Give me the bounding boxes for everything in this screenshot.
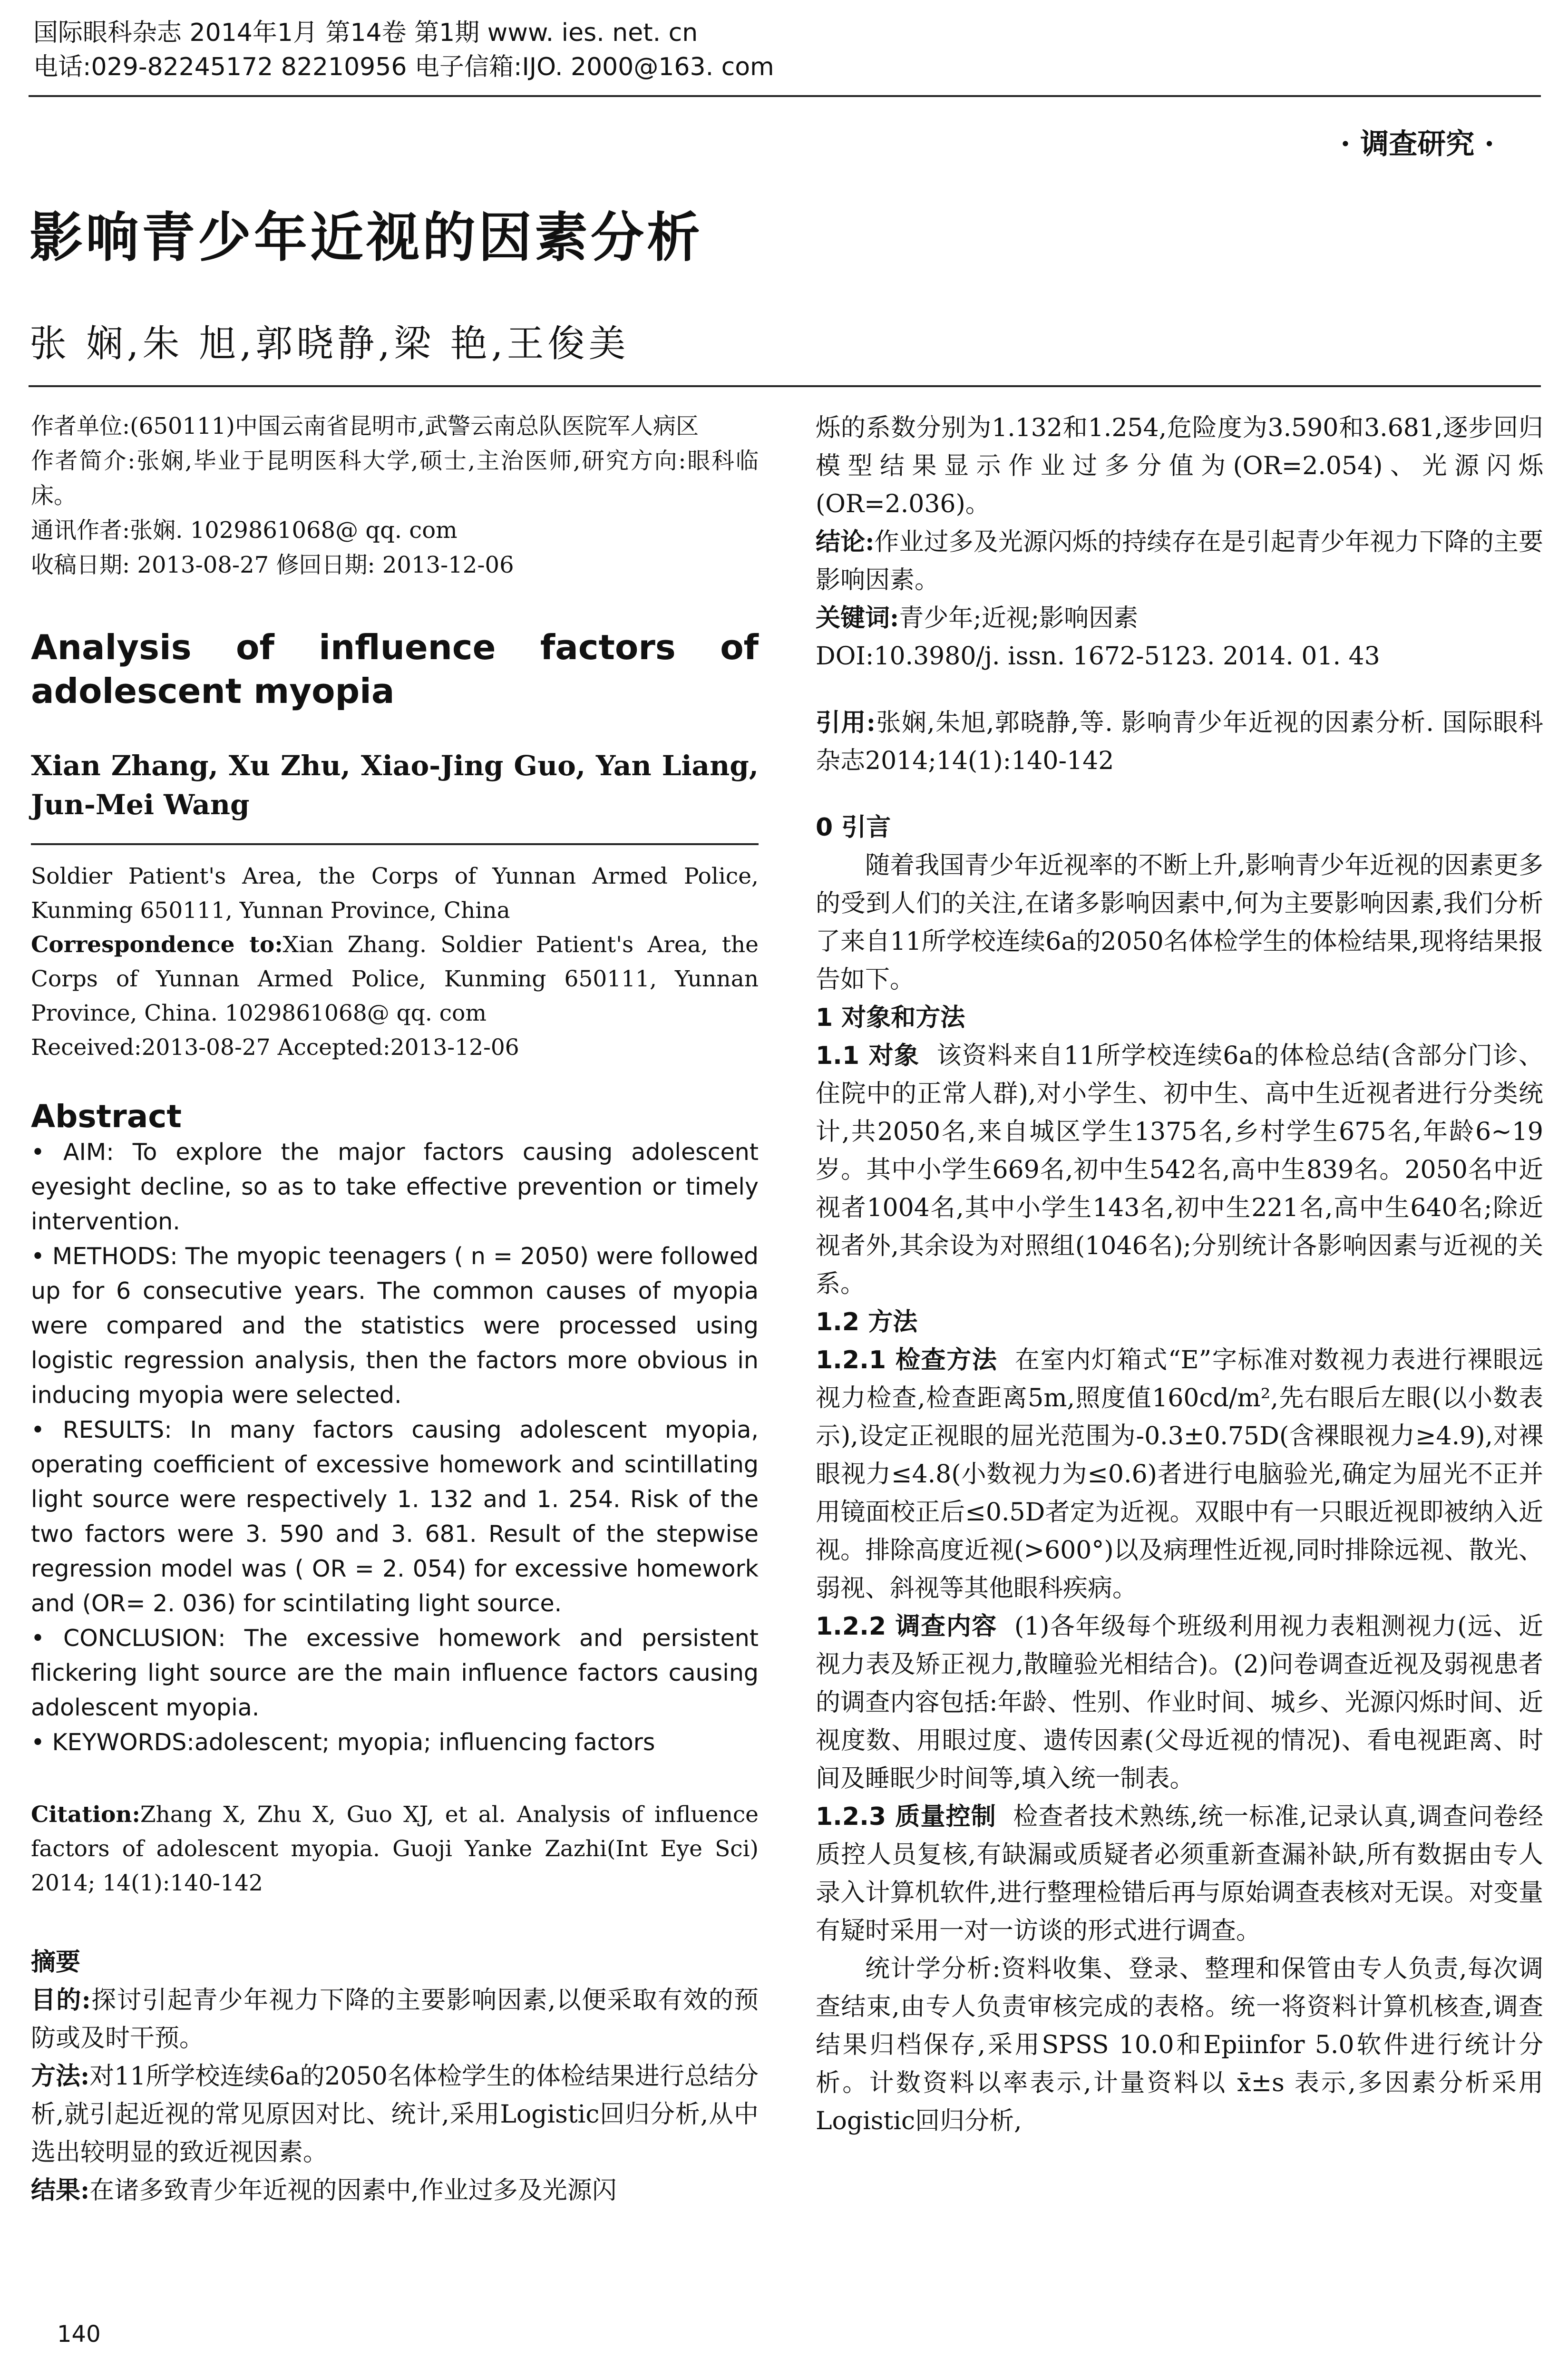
cn-methods-label: 方法: — [31, 2062, 90, 2091]
english-authors-rule — [31, 843, 759, 845]
chinese-abstract-heading: 摘要 — [31, 1948, 81, 1977]
abstract-heading: Abstract — [31, 1098, 182, 1135]
received-dates: 收稿日期: 2013-08-27 修回日期: 2013-12-06 — [31, 552, 514, 578]
article-authors: 张 娴,朱 旭,郭晓静,梁 艳,王俊美 — [29, 322, 630, 365]
abstract-results: • RESULTS: In many factors causing adolescent myopia, operating coefficient of excessive homework and scintillating light source were respectively 1. 132 and 1. 254. Risk of the two factors were 3. 590 and 3. 681. Result of the stepwise regression model was ( OR = 2. 054) for excessive homework and (OR= 2. 036) for scintilating light source. — [31, 1416, 759, 1617]
doi: DOI:10.3980/j. issn. 1672-5123. 2014. 01. 43 — [816, 642, 1380, 671]
journal-header-line2: 电话:029-82245172 82210956 电子信箱:IJO. 2000@163. com — [33, 53, 774, 81]
section-1-2-3-text: 检查者技术熟练,统一标准,记录认真,调查问卷经质控人员复核,有缺漏或质疑者必须重新查漏补缺,所有数据由专人录入计算机软件,进行整理检错后再与原始调查表核对无误。对变量有疑时采用一对一访谈的形式进行调查。 — [816, 1802, 1544, 1945]
section-tag: · 调查研究 · — [1340, 127, 1494, 161]
section-0-heading: 0 引言 — [816, 813, 891, 842]
title-rule — [29, 385, 1541, 387]
article-title: 影响青少年近视的因素分析 — [29, 206, 703, 269]
english-affiliation: Soldier Patient's Area, the Corps of Yunnan Armed Police, Kunming 650111, Yunnan Province, China — [31, 863, 759, 924]
english-title: Analysis of influence factors of adolescent myopia — [31, 627, 759, 711]
section-1-2-2-label: 1.2.2 调查内容 — [816, 1612, 997, 1641]
cn-citation — [816, 704, 1543, 780]
author-bio: 作者简介:张娴,毕业于昆明医科大学,硕士,主治医师,研究方向:眼科临床。 — [31, 448, 759, 509]
statistics-paragraph: 统计学分析:资料收集、登录、整理和保管由专人负责,每次调查结束,由专人负责审核完成的表格。统一将资料计算机核查,调查结果归档保存,采用SPSS 10.0和Epiinfor 5.0软件进行统计分析。计数资料以率表示,计量资料以 x̄±s 表示,多因素分析采用Logistic回归分析, — [816, 1955, 1543, 2135]
cn-conclusion-label: 结论: — [816, 527, 875, 556]
cn-aim-label: 目的: — [31, 1986, 91, 2015]
section-1-heading: 1 对象和方法 — [816, 1003, 965, 1032]
corresponding-author: 通讯作者:张娴. 1029861068@ qq. com — [31, 517, 458, 544]
section-1-2-1-text: 在室内灯箱式“E”字标准对数视力表进行裸眼远视力检查,检查距离5m,照度值160cd/m²,先右眼后左眼(以小数表示),设定正视眼的屈光范围为-0.3±0.75D(含裸眼视力≥4.9),对裸眼视力≤4.8(小数视力为≤0.6)者进行电脑验光,确定为屈光不正并用镜面校正后≤0.5D者定为近视。双眼中有一只眼近视即被纳入近视。排除高度近视(>600°)以及病理性近视,同时排除远视、散光、弱视、斜视等其他眼科疾病。 — [816, 1346, 1543, 1603]
correspondence-label: Correspondence to: — [31, 932, 283, 958]
cn-aim-text: 探讨引起青少年视力下降的主要影响因素,以便采取有效的预防或及时干预。 — [31, 1986, 759, 2053]
section-1-2-1-label: 1.2.1 检查方法 — [816, 1346, 998, 1374]
abstract-methods: • METHODS: The myopic teenagers ( n = 2050) were followed up for 6 consecutive years. The common causes of myopia were compared and the statistics were processed using logistic regression analysis, then the factors more obvious in inducing myopia were selected. — [31, 1243, 759, 1409]
citation — [31, 1798, 759, 1900]
section-1-1-text: 该资料来自11所学校连续6a的体检总结(含部分门诊、住院中的正常人群),对小学生、初中生、高中生近视者进行分类统计,共2050名,来自城区学生1375名,乡村学生675名,年龄6~19岁。其中小学生669名,初中生542名,高中生839名。2050名中近视者1004名,其中小学生143名,初中生221名,高中生640名;除近视者外,其余设为对照组(1046名);分别统计各影响因素与近视的关系。 — [816, 1042, 1543, 1298]
page-number: 140 — [57, 2321, 101, 2348]
cn-keywords-text: 青少年;近视;影响因素 — [899, 604, 1139, 633]
cn-abstract-results — [31, 2172, 759, 2210]
cn-citation-label: 引用: — [816, 708, 876, 737]
section-1-2-3 — [816, 1798, 1543, 1950]
cn-keywords — [816, 599, 1543, 637]
intro-paragraph: 随着我国青少年近视率的不断上升,影响青少年近视的因素更多的受到人们的关注,在诸多影响因素中,何为主要影响因素,我们分析了来自11所学校连续6a的2050名体检学生的体检结果,现将结果报告如下。 — [816, 851, 1543, 994]
english-correspondence — [31, 928, 759, 1031]
section-1-1-label: 1.1 对象 — [816, 1042, 920, 1070]
header-rule — [29, 95, 1541, 97]
cn-keywords-label: 关键词: — [816, 604, 899, 633]
section-1-2-2 — [816, 1607, 1543, 1798]
cn-methods-text: 对11所学校连续6a的2050名体检学生的体检结果进行总结分析,就引起近视的常见原因对比、统计,采用Logistic回归分析,从中选出较明显的致近视因素。 — [31, 2062, 759, 2167]
citation-label: Citation: — [31, 1802, 140, 1828]
author-affiliation: 作者单位:(650111)中国云南省昆明市,武警云南总队医院军人病区 — [31, 413, 699, 439]
cn-conclusion — [816, 523, 1543, 599]
english-dates: Received:2013-08-27 Accepted:2013-12-06 — [31, 1034, 519, 1061]
abstract-conclusion: • CONCLUSION: The excessive homework and persistent flickering light source are the main influence factors causing adolescent myopia. — [31, 1625, 759, 1721]
cn-citation-text: 张娴,朱旭,郭晓静,等. 影响青少年近视的因素分析. 国际眼科杂志2014;14(1):140-142 — [816, 709, 1543, 775]
right-column — [816, 409, 1543, 2140]
section-1-2-1 — [816, 1341, 1543, 1607]
cn-conclusion-text: 作业过多及光源闪烁的持续存在是引起青少年视力下降的主要影响因素。 — [816, 528, 1543, 594]
abstract-keywords: • KEYWORDS:adolescent; myopia; influencing factors — [31, 1729, 655, 1756]
cn-results-label: 结果: — [31, 2176, 90, 2205]
section-1-2-3-label: 1.2.3 质量控制 — [816, 1802, 996, 1831]
cn-results-continued: 烁的系数分别为1.132和1.254,危险度为3.590和3.681,逐步回归模型结果显示作业过多分值为(OR=2.054)、光源闪烁(OR=2.036)。 — [816, 414, 1543, 518]
journal-header-line1: 国际眼科杂志 2014年1月 第14卷 第1期 www. ies. net. cn — [33, 19, 698, 47]
cn-results-text: 在诸多致青少年近视的因素中,作业过多及光源闪 — [89, 2176, 617, 2205]
correspondence-text: Xian Zhang. Soldier Patient's Area, the Corps of Yunnan Armed Police, Kunming 650111, Yunnan Province, China. 1029861068@ qq. com — [31, 932, 759, 1026]
section-1-2-2-text: (1)各年级每个班级利用视力表粗测视力(远、近视力表及矫正视力,散瞳验光相结合)。(2)问卷调查近视及弱视患者的调查内容包括:年龄、性别、作业时间、城乡、光源闪烁时间、近视度数、用眼过度、遗传因素(父母近视的情况)、看电视距离、时间及睡眠少时间等,填入统一制表。 — [816, 1612, 1543, 1793]
english-authors: Xian Zhang, Xu Zhu, Xiao-Jing Guo, Yan Liang, Jun-Mei Wang — [31, 750, 759, 821]
cn-abstract-aim — [31, 1981, 759, 2057]
section-1-1 — [816, 1037, 1543, 1303]
abstract-aim: • AIM: To explore the major factors causing adolescent eyesight decline, so as to take effective prevention or timely intervention. — [31, 1139, 759, 1235]
citation-text: Zhang X, Zhu X, Guo XJ, et al. Analysis of influence factors of adolescent myopia. Guoji Yanke Zazhi(Int Eye Sci) 2014; 14(1):140-142 — [31, 1802, 759, 1896]
section-1-2-heading: 1.2 方法 — [816, 1308, 918, 1336]
cn-abstract-methods — [31, 2057, 759, 2172]
left-column — [31, 409, 759, 2210]
